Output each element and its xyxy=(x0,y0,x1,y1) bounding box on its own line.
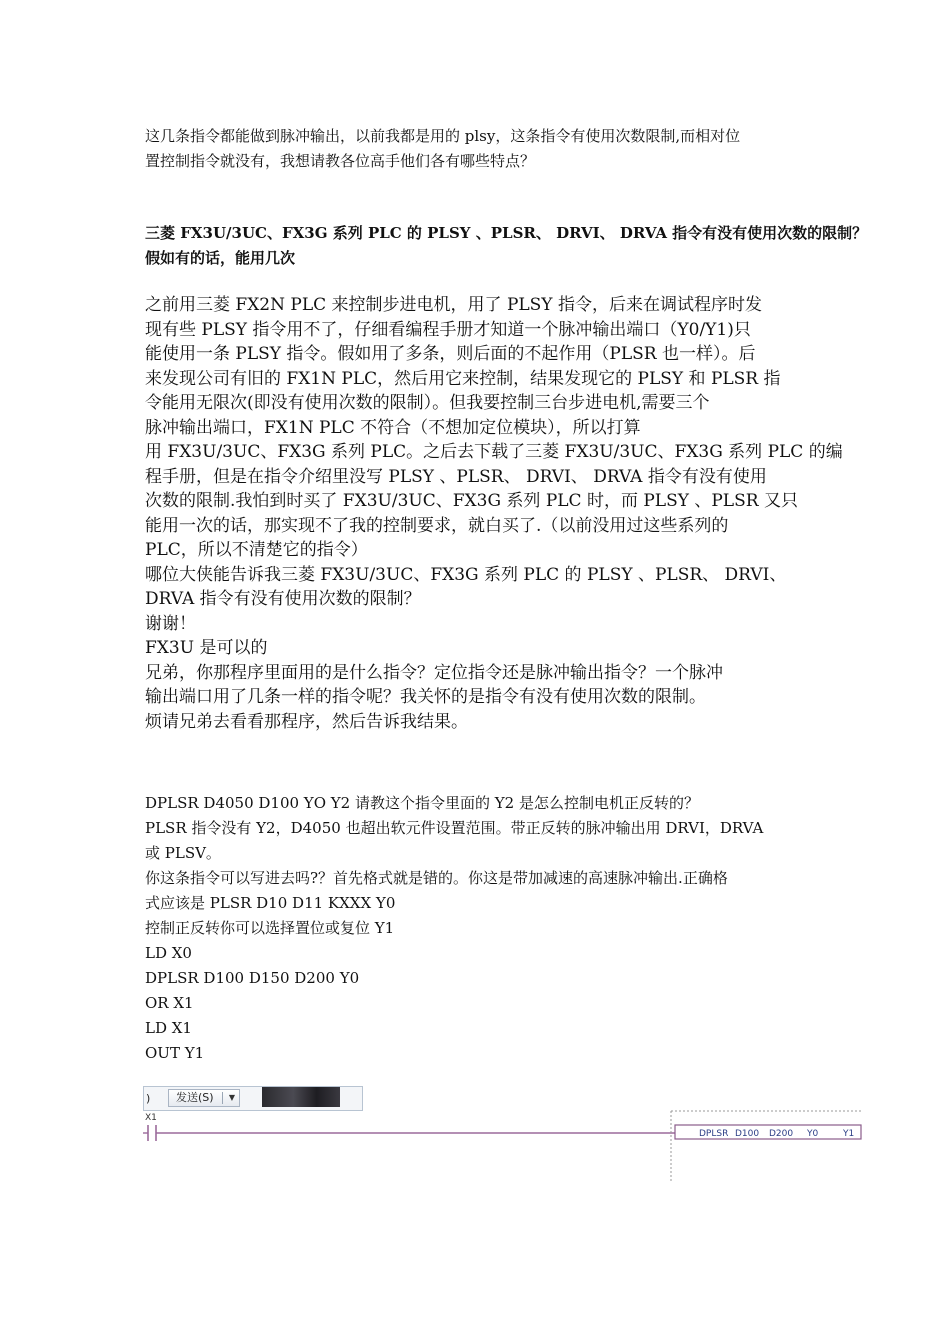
text-line: 兄弟，你那程序里面用的是什么指令？定位指令还是脉冲输出指令？一个脉冲 xyxy=(145,662,723,683)
instruction-operand: D200 xyxy=(769,1129,794,1139)
question-body xyxy=(145,293,843,734)
text-line: 烦请兄弟去看看那程序，然后告诉我结果。 xyxy=(145,711,468,732)
ladder-screenshot xyxy=(143,1086,863,1186)
text-line: 置控制指令就没有，我想请教各位高手他们各有哪些特点？ xyxy=(145,152,536,170)
instruction-operand: Y1 xyxy=(843,1129,855,1139)
text-line: 令能用无限次(即没有使用次数的限制）。但我要控制三台步进电机,需要三个 xyxy=(145,393,710,413)
text-line: 用 FX3U/3UC、FX3G 系列 PLC。之后去下载了三菱 FX3U/3UC、FX3G 系列 PLC 的编 xyxy=(145,442,843,462)
text-line: 来发现公司有旧的 FX1N PLC，然后用它来控制，结果发现它的 PLSY 和 PLSR 指 xyxy=(145,368,781,389)
text-line: 脉冲输出端口，FX1N PLC 不符合（不想加定位模块），所以打算 xyxy=(145,417,641,438)
text-line: 输出端口用了几条一样的指令呢？我关怀的是指令有没有使用次数的限制。 xyxy=(145,687,706,707)
text-line: 次数的限制.我怕到时买了 FX3U/3UC、FX3G 系列 PLC 时，而 PLSY 、PLSR 又只 xyxy=(145,491,798,511)
send-button-label: 发送(S) xyxy=(176,1091,214,1104)
text-line: 能使用一条 PLSY 指令。假如用了多条，则后面的不起作用（PLSR 也一样）。后 xyxy=(145,344,756,364)
question-heading xyxy=(145,221,868,271)
text-line: FX3U 是可以的 xyxy=(145,638,268,658)
text-line: DRVA 指令有没有使用次数的限制？ xyxy=(145,589,421,609)
code-line: LD X1 xyxy=(145,1019,192,1037)
text-line: DPLSR D4050 D100 YO Y2 请教这个指令里面的 Y2 是怎么控制电机正反转的？ xyxy=(145,794,699,812)
contact-label: X1 xyxy=(145,1113,157,1123)
code-line: OUT Y1 xyxy=(145,1044,205,1062)
text-line: 控制正反转你可以选择置位或复位 Y1 xyxy=(145,919,395,937)
partial-button[interactable]: ) xyxy=(146,1092,151,1105)
dropdown-caret-icon[interactable]: ▼ xyxy=(228,1093,235,1102)
heading-line: 假如有的话，能用几次 xyxy=(145,249,296,267)
text-line: 现有些 PLSY 指令用不了，仔细看编程手册才知道一个脉冲输出端口（Y0/Y1)只 xyxy=(145,319,751,340)
text-line: 哪位大侠能告诉我三菱 FX3U/3UC、FX3G 系列 PLC 的 PLSY 、PLSR、 DRVI、 xyxy=(145,564,787,585)
text-line: 程手册，但是在指令介绍里没写 PLSY 、PLSR、 DRVI、 DRVA 指令有没有使用 xyxy=(145,466,767,487)
text-line: 能用一次的话，那实现不了我的控制要求，就白买了.（以前没用过这些系列的 xyxy=(145,515,729,536)
text-line: 谢谢！ xyxy=(145,613,196,634)
text-line: PLC，所以不清楚它的指令） xyxy=(145,540,368,560)
code-line: OR X1 xyxy=(145,994,194,1012)
text-line: 或 PLSV。 xyxy=(145,844,221,862)
text-line: 之前用三菱 FX2N PLC 来控制步进电机，用了 PLSY 指令，后来在调试程序时发 xyxy=(145,295,762,315)
heading-line: 三菱 FX3U/3UC、FX3G 系列 PLC 的 PLSY 、PLSR、 DRVI、 DRVA 指令有没有使用次数的限制？ xyxy=(145,224,868,242)
instruction-operand: Y0 xyxy=(807,1129,819,1139)
ladder-rung-diagram xyxy=(143,1086,863,1186)
answer-section xyxy=(145,791,810,1066)
intro-paragraph xyxy=(145,124,810,174)
text-line: PLSR 指令没有 Y2，D4050 也超出软元件设置范围。带正反转的脉冲输出用 DRVI，DRVA xyxy=(145,819,764,837)
text-line: 式应该是 PLSR D10 D11 KXXX Y0 xyxy=(145,894,396,912)
text-line: 这几条指令都能做到脉冲输出，以前我都是用的 plsy，这条指令有使用次数限制,而相对位 xyxy=(145,127,741,145)
text-line: 你这条指令可以写进去吗?？首先格式就是错的。你这是带加减速的高速脉冲输出.正确格 xyxy=(145,869,728,887)
instruction-operand: D100 xyxy=(735,1129,760,1139)
instruction-opcode: DPLSR xyxy=(699,1129,729,1139)
code-line: LD X0 xyxy=(145,944,192,962)
code-line: DPLSR D100 D150 D200 Y0 xyxy=(145,969,360,987)
